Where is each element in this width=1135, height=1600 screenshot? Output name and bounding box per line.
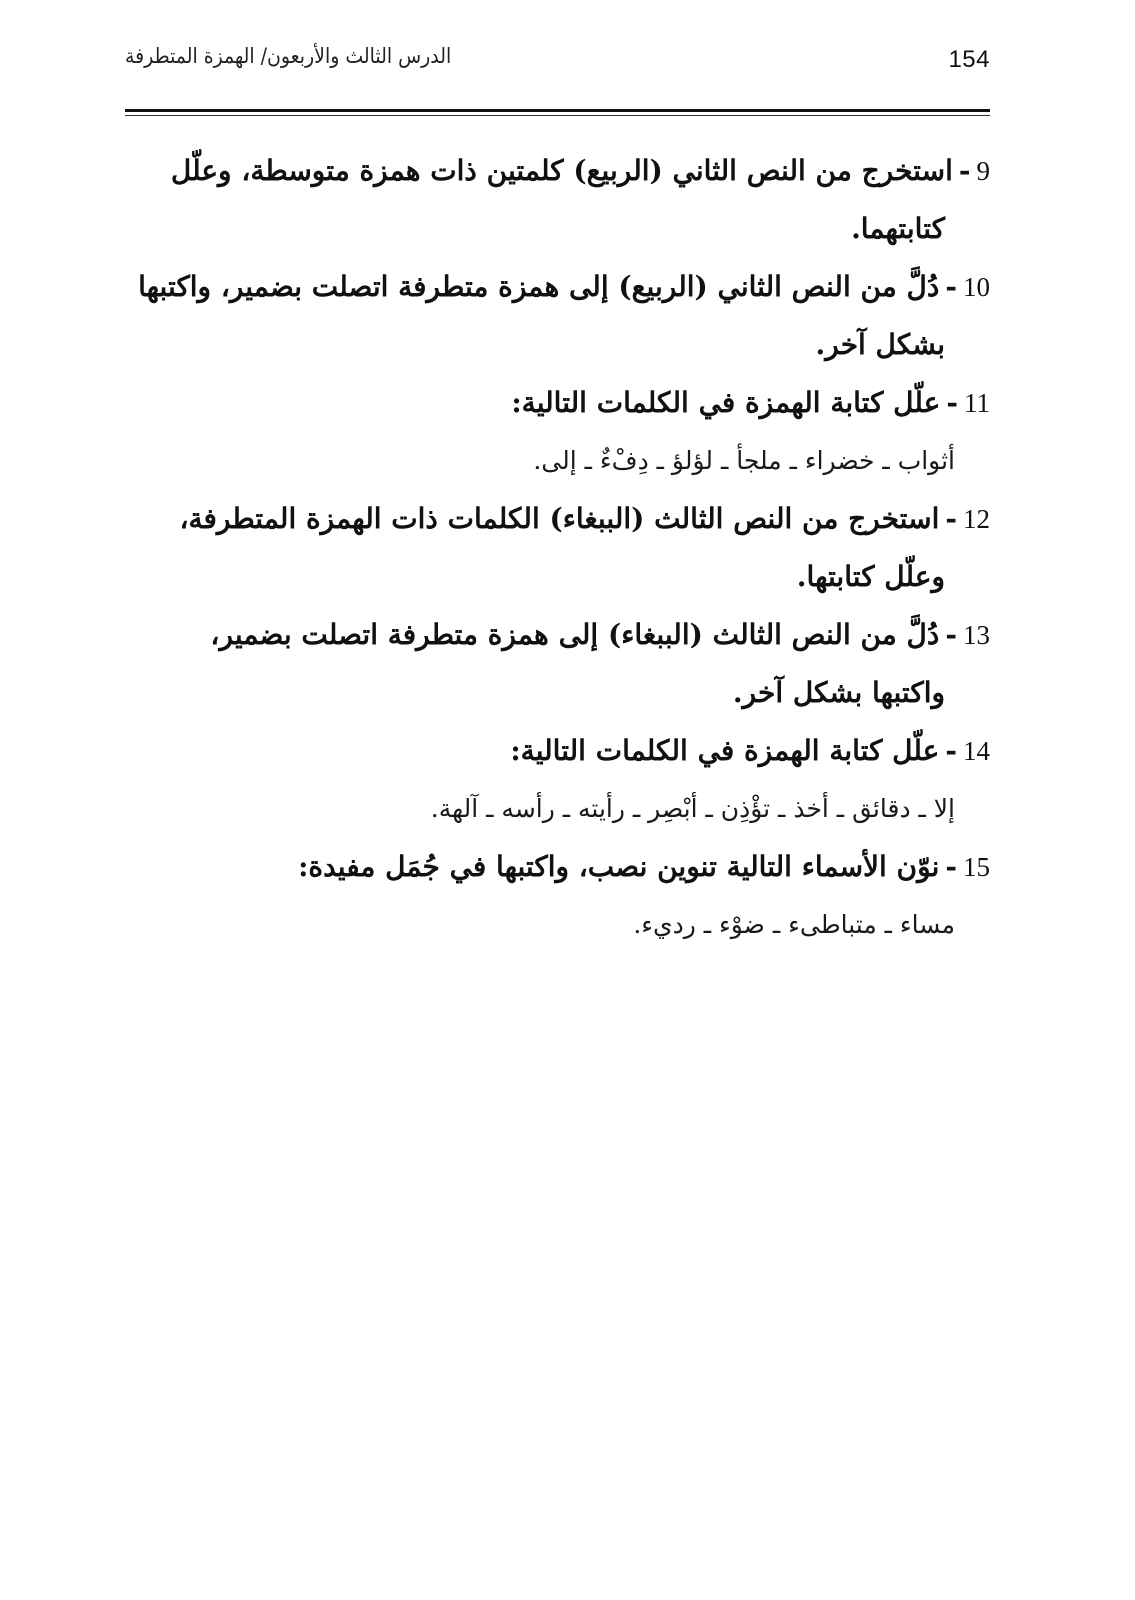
question-dash: -: [945, 270, 957, 303]
question-number: 12: [963, 504, 990, 534]
question-number: 13: [963, 620, 990, 650]
question-line: [125, 374, 990, 432]
page-number: 154: [948, 46, 990, 73]
question-dash: -: [945, 850, 957, 883]
question-line-continuation: بشكل آخر.: [815, 328, 945, 361]
question-dash: -: [945, 734, 957, 767]
question-text: دُلَّ من النص الثاني (الربيع) إلى همزة متطرفة اتصلت بضمير، واكتبها: [138, 270, 940, 303]
example-words: إلا ـ دقائق ـ أخذ ـ تؤْذِن ـ أبْصِر ـ رأيته ـ رأسه ـ آلهة.: [430, 794, 955, 823]
question-dash: -: [945, 502, 957, 535]
header-rule-thick: [125, 109, 990, 112]
question-number: 14: [963, 736, 990, 766]
question-15: [125, 838, 990, 896]
question-text: علّل كتابة الهمزة في الكلمات التالية:: [511, 386, 941, 419]
question-dash: -: [958, 154, 971, 187]
question-number: 10: [963, 272, 990, 302]
question-text: دُلَّ من النص الثالث (الببغاء) إلى همزة متطرفة اتصلت بضمير،: [210, 618, 940, 651]
question-line: [125, 490, 990, 548]
question-line: [125, 258, 990, 316]
question-9: [125, 142, 990, 258]
question-10: [125, 258, 990, 374]
question-line-continuation: وعلّل كتابتها.: [796, 560, 945, 593]
question-text: استخرج من النص الثاني (الربيع) كلمتين ذات همزة متوسطة، وعلّل: [170, 154, 953, 187]
question-number: 11: [964, 388, 990, 418]
running-header: [125, 42, 990, 86]
question-13: [125, 606, 990, 722]
question-dash: -: [946, 386, 958, 419]
question-number: 15: [963, 852, 990, 882]
example-words: مساء ـ متباطىء ـ ضوْء ـ رديء.: [633, 910, 955, 939]
question-line-continuation: كتابتهما.: [851, 212, 945, 245]
question-line-continuation: واكتبها بشكل آخر.: [732, 676, 945, 709]
question-line: [125, 606, 990, 664]
question-text: علّل كتابة الهمزة في الكلمات التالية:: [510, 734, 940, 767]
question-number: 9: [976, 156, 990, 186]
question-12: [125, 490, 990, 606]
question-11: [125, 374, 990, 432]
question-line: [125, 722, 990, 780]
question-line: [125, 838, 990, 896]
question-dash: -: [945, 618, 957, 651]
header-rule-thin: [125, 115, 990, 116]
question-14: [125, 722, 990, 780]
question-text: استخرج من النص الثالث (الببغاء) الكلمات ذات الهمزة المتطرفة،: [179, 502, 940, 535]
question-line: [125, 142, 990, 200]
chapter-title: الدرس الثالث والأربعون/ الهمزة المتطرفة: [125, 44, 452, 68]
question-text: نوّن الأسماء التالية تنوين نصب، واكتبها في جُمَل مفيدة:: [298, 850, 940, 883]
example-words: أثواب ـ خضراء ـ ملجأ ـ لؤلؤ ـ دِفْءٌ ـ إلى.: [533, 446, 955, 475]
exercise-list: [125, 142, 990, 954]
